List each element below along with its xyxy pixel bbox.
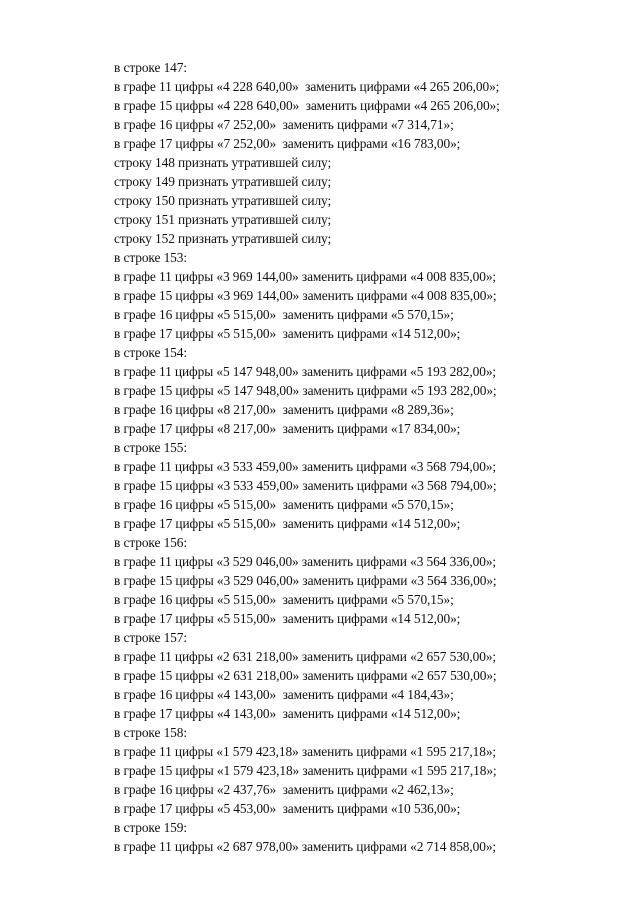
text-line: в графе 16 цифры «5 515,00» заменить цифрами «5 570,15»; bbox=[114, 497, 454, 512]
text-line: в строке 155: bbox=[114, 440, 187, 455]
text-line: в графе 16 цифры «2 437,76» заменить цифрами «2 462,13»; bbox=[114, 782, 454, 797]
text-line: строку 149 признать утратившей силу; bbox=[114, 174, 332, 189]
text-line: строку 152 признать утратившей силу; bbox=[114, 231, 332, 246]
text-line: в графе 16 цифры «5 515,00» заменить цифрами «5 570,15»; bbox=[114, 307, 454, 322]
text-line: в графе 17 цифры «8 217,00» заменить цифрами «17 834,00»; bbox=[114, 421, 461, 436]
text-line: в строке 157: bbox=[114, 630, 187, 645]
text-line: в графе 11 цифры «1 579 423,18» заменить цифрами «1 595 217,18»; bbox=[114, 744, 497, 759]
text-line: в графе 15 цифры «3 533 459,00» заменить цифрами «3 568 794,00»; bbox=[114, 478, 497, 493]
text-line: в графе 15 цифры «2 631 218,00» заменить цифрами «2 657 530,00»; bbox=[114, 668, 497, 683]
text-line: в графе 16 цифры «8 217,00» заменить цифрами «8 289,36»; bbox=[114, 402, 454, 417]
text-line: строку 148 признать утратившей силу; bbox=[114, 155, 332, 170]
text-line: в графе 15 цифры «3 529 046,00» заменить цифрами «3 564 336,00»; bbox=[114, 573, 497, 588]
text-line: в графе 17 цифры «5 515,00» заменить цифрами «14 512,00»; bbox=[114, 611, 461, 626]
text-line: в графе 11 цифры «3 969 144,00» заменить цифрами «4 008 835,00»; bbox=[114, 269, 497, 284]
text-line: в графе 11 цифры «2 631 218,00» заменить цифрами «2 657 530,00»; bbox=[114, 649, 497, 664]
text-line: в строке 156: bbox=[114, 535, 187, 550]
text-line: в графе 11 цифры «3 529 046,00» заменить цифрами «3 564 336,00»; bbox=[114, 554, 497, 569]
text-line: в графе 15 цифры «4 228 640,00» заменить цифрами «4 265 206,00»; bbox=[114, 98, 500, 113]
text-line: в графе 11 цифры «4 228 640,00» заменить цифрами «4 265 206,00»; bbox=[114, 79, 500, 94]
text-line: строку 151 признать утратившей силу; bbox=[114, 212, 332, 227]
text-line: в графе 16 цифры «4 143,00» заменить цифрами «4 184,43»; bbox=[114, 687, 454, 702]
text-line: в графе 16 цифры «7 252,00» заменить цифрами «7 314,71»; bbox=[114, 117, 454, 132]
text-line: в строке 147: bbox=[114, 60, 187, 75]
text-line: в графе 15 цифры «3 969 144,00» заменить цифрами «4 008 835,00»; bbox=[114, 288, 497, 303]
text-line: в графе 17 цифры «7 252,00» заменить цифрами «16 783,00»; bbox=[114, 136, 461, 151]
text-line: в графе 16 цифры «5 515,00» заменить цифрами «5 570,15»; bbox=[114, 592, 454, 607]
text-line: в графе 11 цифры «2 687 978,00» заменить цифрами «2 714 858,00»; bbox=[114, 839, 497, 854]
text-line: в строке 154: bbox=[114, 345, 187, 360]
document-text bbox=[114, 58, 574, 856]
text-line: в строке 153: bbox=[114, 250, 187, 265]
text-line: в графе 17 цифры «5 515,00» заменить цифрами «14 512,00»; bbox=[114, 516, 461, 531]
text-line: в строке 159: bbox=[114, 820, 187, 835]
text-line: в графе 17 цифры «5 453,00» заменить цифрами «10 536,00»; bbox=[114, 801, 461, 816]
text-line: в строке 158: bbox=[114, 725, 187, 740]
text-line: в графе 11 цифры «5 147 948,00» заменить цифрами «5 193 282,00»; bbox=[114, 364, 497, 379]
text-line: в графе 15 цифры «1 579 423,18» заменить цифрами «1 595 217,18»; bbox=[114, 763, 497, 778]
text-line: в графе 15 цифры «5 147 948,00» заменить цифрами «5 193 282,00»; bbox=[114, 383, 497, 398]
text-line: в графе 11 цифры «3 533 459,00» заменить цифрами «3 568 794,00»; bbox=[114, 459, 497, 474]
text-line: в графе 17 цифры «5 515,00» заменить цифрами «14 512,00»; bbox=[114, 326, 461, 341]
text-line: в графе 17 цифры «4 143,00» заменить цифрами «14 512,00»; bbox=[114, 706, 461, 721]
text-line: строку 150 признать утратившей силу; bbox=[114, 193, 332, 208]
